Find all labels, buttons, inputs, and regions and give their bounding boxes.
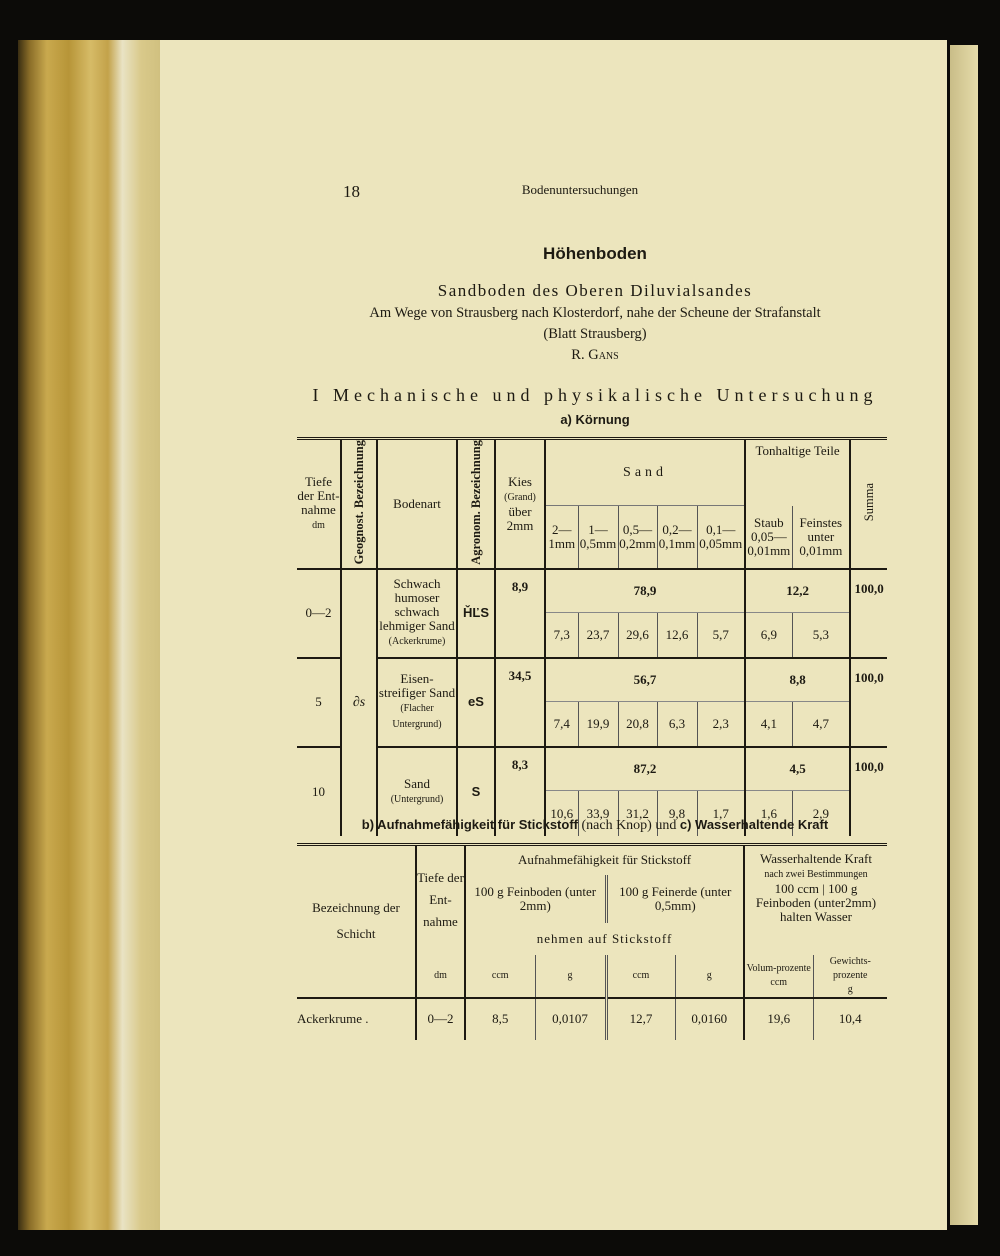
hdr-wasser-note: nach zwei Bestimmungen — [764, 869, 868, 880]
value: 10,4 — [813, 998, 887, 1040]
sand-fraction: 7,4 — [545, 702, 578, 747]
feinstes: 5,3 — [792, 613, 850, 658]
table-row — [297, 998, 887, 1040]
location: Am Wege von Strausberg nach Klosterdorf, nahe der Scheune der Strafanstalt — [369, 305, 821, 321]
staub: 6,9 — [745, 613, 792, 658]
hdr-volum: Volum-prozente — [746, 962, 811, 974]
hdr-kies: Kies — [508, 473, 532, 489]
page-number: 18 — [343, 182, 360, 201]
bodenart-note: (Flacher Untergrund) — [392, 703, 442, 731]
hdr-sand-fraction: 2— 1mm — [545, 506, 578, 569]
hdr-unit: ccm — [465, 955, 535, 998]
table-row — [297, 658, 887, 702]
layer-name: Ackerkrume . — [297, 1011, 369, 1026]
kies: 34,5 — [495, 658, 545, 747]
hdr-sand-fraction: 0,5— 0,2mm — [618, 506, 657, 569]
hdr-bodenart: Bodenart — [377, 439, 457, 569]
sheet: (Blatt Strausberg) — [543, 326, 647, 342]
page-title: Höhenboden — [543, 244, 647, 263]
hdr-w-text: Feinboden (unter2mm) halten Wasser — [755, 895, 877, 924]
hdr-kies-range: über 2mm — [506, 503, 534, 533]
hdr-unit: g — [675, 955, 744, 998]
sand-total: 87,2 — [545, 747, 745, 791]
staub: 4,1 — [745, 702, 792, 747]
bodenart-note: (Ackerkrume) — [388, 636, 446, 648]
agronom: eS — [457, 658, 495, 747]
value: 0,0160 — [675, 998, 744, 1040]
sand-fraction: 23,7 — [578, 613, 618, 658]
sand-fraction: 10,6 — [545, 791, 578, 836]
nitrogen-water-table: Bezeichnung der Schicht Tiefe der Ent-nahme Aufnahmefähigkeit für Stickstoff Wasserhaltende Kraft nach zwei Bestimmungen 100 ccm | 100 g Feinboden (unter2mm) halten Wasser 100 g Feinboden (unter 2mm) 100 g Feinerde (unter 0,5mm) nehmen auf Stickstoff dm ccm g ccm g Volum-prozente ccm Gewichts-prozente g Ackerkrume . 0—2 8,5 0,0107 12,7 0,0160 19,6 10,4 — [297, 843, 887, 1040]
part-a-heading: a) Körnung — [560, 412, 630, 427]
sand-fraction: 20,8 — [618, 702, 657, 747]
hdr-wasser: Wasserhaltende Kraft — [760, 851, 872, 866]
sand-fraction: 31,2 — [618, 791, 657, 836]
part-b-heading — [300, 817, 890, 834]
hdr-unit: ccm — [770, 976, 788, 988]
sand-fraction: 19,9 — [578, 702, 618, 747]
sand-total: 78,9 — [545, 569, 745, 613]
bodenart: Schwach humoser schwach lehmiger Sand — [379, 576, 455, 634]
agronom: ȞĽS — [457, 569, 495, 658]
bodenart: Eisen-streifiger Sand — [378, 671, 456, 701]
agronom: S — [457, 747, 495, 836]
hdr-feinboden: 100 g Feinboden (unter 2mm) — [465, 875, 606, 923]
hdr-unit: g — [535, 955, 606, 998]
table-row — [297, 747, 887, 791]
sand-total: 56,7 — [545, 658, 745, 702]
hdr-unit: g — [847, 983, 853, 995]
summa: 100,0 — [850, 658, 887, 747]
hdr-feinstes: Feinstes unter 0,01mm — [792, 506, 850, 569]
next-page-edge — [950, 45, 978, 1225]
feinstes: 2,9 — [792, 791, 850, 836]
depth: 10 — [312, 783, 325, 799]
depth: 0—2 — [416, 998, 465, 1040]
hdr-feinerde: 100 g Feinerde (unter 0,5mm) — [606, 875, 744, 923]
author: R. Gans — [571, 347, 619, 363]
hdr-tiefe-unit: dm — [416, 955, 465, 998]
hdr-sand-fraction: 0,1— 0,05mm — [697, 506, 745, 569]
part-c-label: c) Wasserhaltende Kraft — [679, 817, 829, 832]
depth: 5 — [297, 658, 341, 747]
feinstes: 4,7 — [792, 702, 850, 747]
kies: 8,9 — [495, 569, 545, 658]
geognost-value: ∂s — [341, 569, 377, 836]
hdr-w-g: 100 g — [828, 881, 858, 896]
table-row — [297, 569, 887, 613]
hdr-depth-unit: dm — [312, 519, 325, 531]
part-b-middle: (nach Knop) und — [581, 818, 677, 833]
hdr-nehmen: nehmen auf Stickstoff — [465, 923, 744, 955]
kies: 8,3 — [495, 747, 545, 836]
ton-total: 4,5 — [745, 747, 850, 791]
hdr-geognost: Geognost. Bezeichnung — [351, 440, 366, 565]
depth: 0—2 — [297, 569, 341, 658]
value: 8,5 — [465, 998, 535, 1040]
summa: 100,0 — [850, 569, 887, 658]
hdr-unit: ccm — [606, 955, 675, 998]
sand-fraction: 5,7 — [697, 613, 745, 658]
sand-fraction: 33,9 — [578, 791, 618, 836]
summa: 100,0 — [850, 747, 887, 836]
section-heading: I Mechanische und physikalische Untersuchung — [312, 385, 878, 405]
running-title: Bodenuntersuchungen — [521, 182, 639, 197]
ton-total: 12,2 — [745, 569, 850, 613]
ton-total: 8,8 — [745, 658, 850, 702]
hdr-sand-fraction: 0,2— 0,1mm — [657, 506, 697, 569]
sand-fraction: 6,3 — [657, 702, 697, 747]
bodenart-note: (Untergrund) — [390, 793, 444, 805]
part-b-label: b) Aufnahmefähigkeit für Stickstoff — [361, 817, 578, 832]
hdr-ton: Tonhaltige Teile — [745, 439, 850, 506]
hdr-gewicht: Gewichts-prozente — [829, 955, 871, 981]
value: 12,7 — [606, 998, 675, 1040]
bodenart: Sand — [404, 775, 430, 791]
hdr-sand-fraction: 1— 0,5mm — [578, 506, 618, 569]
sand-fraction: 7,3 — [545, 613, 578, 658]
grain-size-table — [297, 437, 887, 836]
value: 0,0107 — [535, 998, 606, 1040]
subtitle: Sandboden des Oberen Diluvialsandes — [437, 281, 753, 300]
book-page-edges — [18, 40, 163, 1230]
value: 19,6 — [744, 998, 813, 1040]
hdr-staub: Staub 0,05—0,01mm — [745, 506, 792, 569]
hdr-sand: Sand — [545, 439, 745, 506]
sand-fraction: 1,7 — [697, 791, 745, 836]
sand-fraction: 29,6 — [618, 613, 657, 658]
hdr-aufnahme: Aufnahmefähigkeit für Stickstoff — [465, 845, 744, 875]
hdr-summa: Summa — [861, 483, 876, 522]
hdr-agronom: Agronom. Bezeichnung — [468, 440, 483, 565]
hdr-tiefe: Tiefe der Ent-nahme — [416, 845, 465, 955]
sand-fraction: 2,3 — [697, 702, 745, 747]
hdr-bezeichnung: Bezeichnung der Schicht — [297, 845, 416, 998]
sand-fraction: 9,8 — [657, 791, 697, 836]
staub: 1,6 — [745, 791, 792, 836]
hdr-kies-sub: (Grand) — [504, 491, 536, 503]
hdr-w-ccm: 100 ccm — [774, 881, 820, 896]
hdr-depth: Tiefe der Ent-nahme — [297, 473, 340, 517]
sand-fraction: 12,6 — [657, 613, 697, 658]
